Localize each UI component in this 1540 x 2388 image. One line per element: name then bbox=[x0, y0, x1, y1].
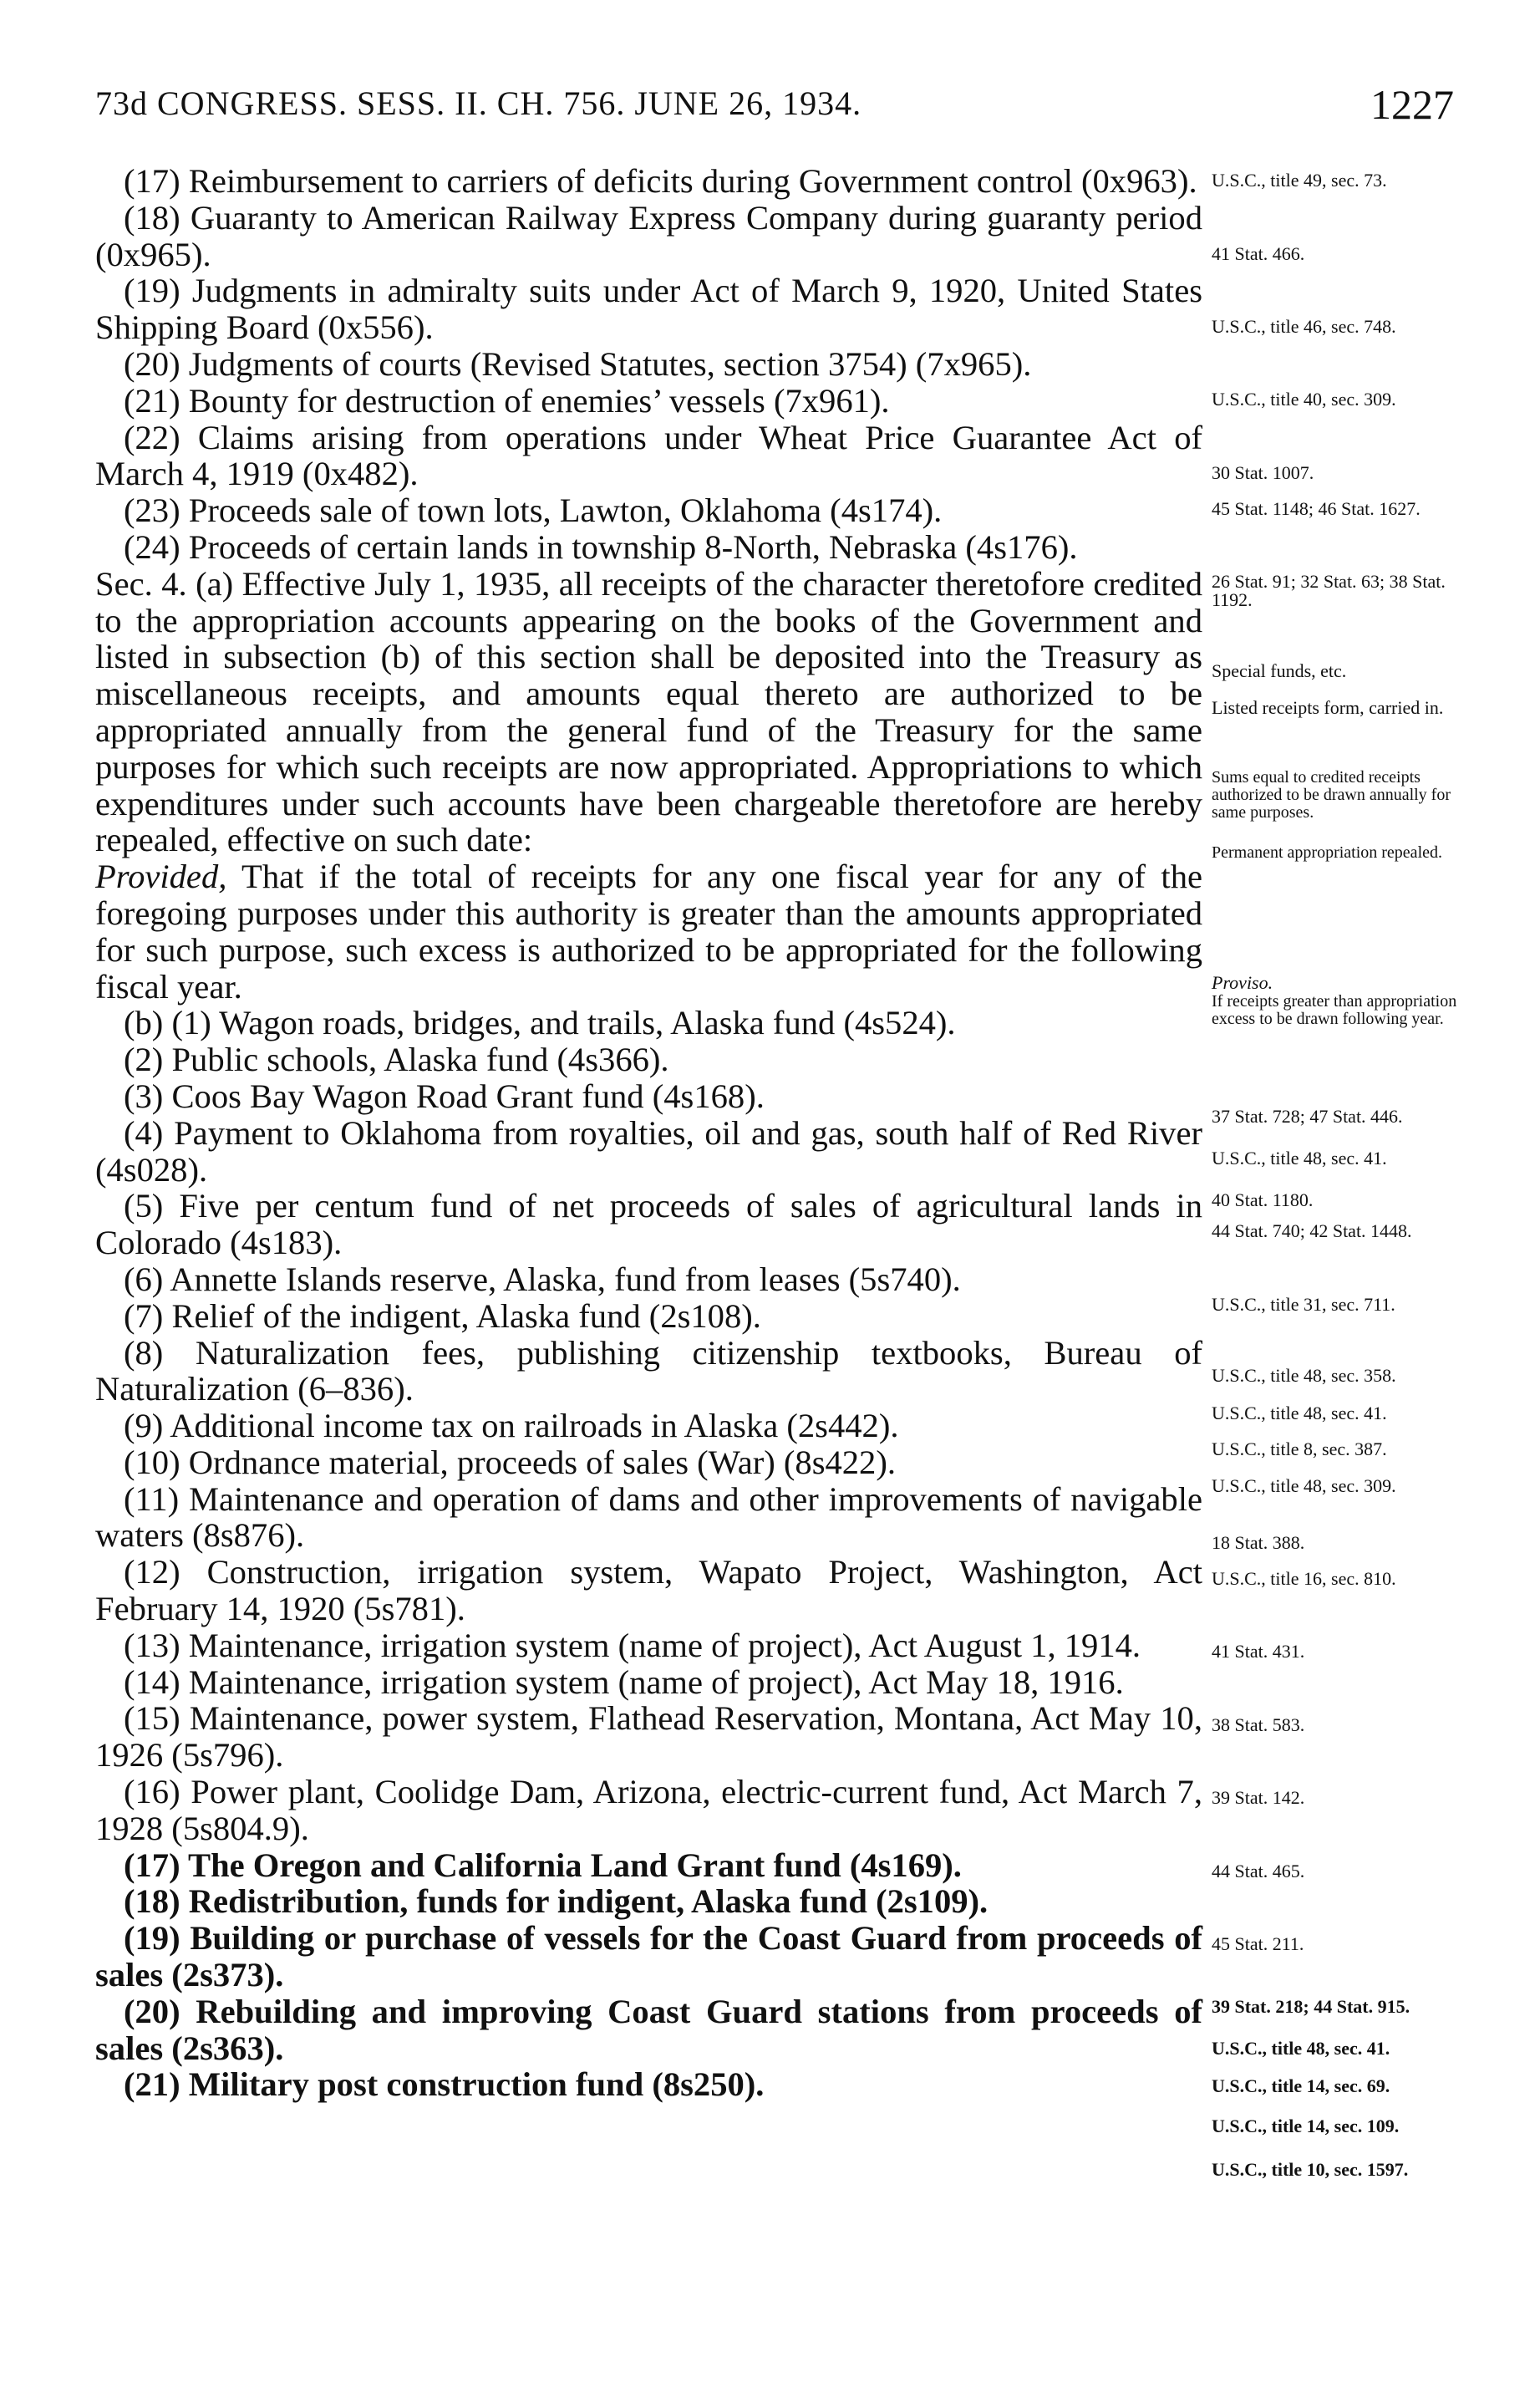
margin-note: U.S.C., title 46, sec. 748. bbox=[1212, 316, 1396, 337]
paragraph-24: (24) Proceeds of certain lands in township 8-North, Nebraska (4s176). bbox=[124, 527, 1078, 566]
list-item-b17: (17) The Oregon and California Land Grant fund (4s169). bbox=[124, 1846, 962, 1884]
list-item-b8: (8) Naturalization fees, publishing citizenship textbooks, Bureau of Naturalization (6–836). bbox=[95, 1333, 1202, 1408]
margin-note: U.S.C., title 14, sec. 109. bbox=[1212, 2116, 1400, 2136]
margin-note: U.S.C., title 10, sec. 1597. bbox=[1212, 2159, 1409, 2180]
paragraph-22: (22) Claims arising from operations under Wheat Price Guarantee Act of March 4, 1919 (0x482). bbox=[95, 418, 1202, 493]
margin-note: U.S.C., title 40, sec. 309. bbox=[1212, 389, 1396, 410]
margin-note: 37 Stat. 728; 47 Stat. 446. bbox=[1212, 1106, 1403, 1127]
margin-note: Listed receipts form, carried in. bbox=[1212, 697, 1444, 718]
margin-note: 45 Stat. 1148; 46 Stat. 1627. bbox=[1212, 498, 1421, 519]
margin-note: 38 Stat. 583. bbox=[1212, 1714, 1305, 1735]
margin-note: 44 Stat. 465. bbox=[1212, 1861, 1305, 1881]
margin-note: Sums equal to credited receipts authorized to be drawn annually for same purposes. bbox=[1212, 768, 1451, 822]
paragraph-21: (21) Bounty for destruction of enemies’ vessels (7x961). bbox=[124, 381, 890, 420]
margin-note: 44 Stat. 740; 42 Stat. 1448. bbox=[1212, 1220, 1412, 1241]
margin-note: 39 Stat. 142. bbox=[1212, 1787, 1305, 1808]
list-item-b21: (21) Military post construction fund (8s250). bbox=[124, 2065, 765, 2104]
list-item-b1: (b) (1) Wagon roads, bridges, and trails, Alaska fund (4s524). bbox=[124, 1004, 956, 1042]
margin-note: 39 Stat. 218; 44 Stat. 915. bbox=[1212, 1996, 1410, 2017]
margin-note: U.S.C., title 14, sec. 69. bbox=[1212, 2075, 1390, 2096]
list-item-b19: (19) Building or purchase of vessels for the Coast Guard from proceeds of sales (2s373). bbox=[95, 1919, 1202, 1994]
margin-note: U.S.C., title 48, sec. 41. bbox=[1212, 2038, 1390, 2059]
paragraph-19: (19) Judgments in admiralty suits under Act of March 9, 1920, United States Shipping Board (0x556). bbox=[95, 272, 1202, 347]
list-item-b7: (7) Relief of the indigent, Alaska fund (2s108). bbox=[124, 1296, 761, 1335]
list-item-b11: (11) Maintenance and operation of dams and other improvements of navigable waters (8s876). bbox=[95, 1479, 1202, 1555]
margin-note: U.S.C., title 48, sec. 309. bbox=[1212, 1475, 1396, 1496]
margin-note: Proviso. bbox=[1212, 972, 1273, 993]
list-item-b14: (14) Maintenance, irrigation system (name of project), Act May 18, 1916. bbox=[124, 1662, 1124, 1701]
margin-note: If receipts greater than appropriation excess to be drawn following year. bbox=[1212, 992, 1457, 1028]
paragraph-17: (17) Reimbursement to carriers of deficits during Government control (0x963). bbox=[124, 162, 1197, 200]
margin-note: U.S.C., title 16, sec. 810. bbox=[1212, 1568, 1396, 1589]
margin-note: Permanent appropriation repealed. bbox=[1212, 843, 1442, 862]
proviso-text: That if the total of receipts for any one fiscal year for any of the foregoing purposes under this authority is greater than the amounts appropriated for such purpose, such excess is authorized to be appropriated for the following fiscal year. bbox=[95, 858, 1202, 1006]
margin-note: 41 Stat. 466. bbox=[1212, 243, 1305, 264]
margin-note: 45 Stat. 211. bbox=[1212, 1933, 1304, 1954]
proviso-word: Provided, bbox=[95, 858, 227, 896]
list-item-b10: (10) Ordnance material, proceeds of sales (War) (8s422). bbox=[124, 1443, 897, 1481]
list-item-b5: (5) Five per centum fund of net proceeds of sales of agricultural lands in Colorado (4s183). bbox=[95, 1187, 1202, 1262]
list-item-b4: (4) Payment to Oklahoma from royalties, oil and gas, south half of Red River (4s028). bbox=[95, 1113, 1202, 1189]
list-item-b18: (18) Redistribution, funds for indigent, Alaska fund (2s109). bbox=[124, 1882, 989, 1921]
margin-note: 30 Stat. 1007. bbox=[1212, 462, 1314, 483]
list-item-b6: (6) Annette Islands reserve, Alaska, fund from leases (5s740). bbox=[124, 1260, 961, 1298]
paragraph-23: (23) Proceeds sale of town lots, Lawton, Oklahoma (4s174). bbox=[124, 491, 943, 530]
list-item-b16: (16) Power plant, Coolidge Dam, Arizona, electric-current fund, Act March 7, 1928 (5s804.9). bbox=[95, 1773, 1202, 1847]
page-header bbox=[95, 81, 1454, 134]
proviso-paragraph bbox=[95, 858, 1202, 1005]
margin-note: Special funds, etc. bbox=[1212, 660, 1347, 681]
margin-note: U.S.C., title 49, sec. 73. bbox=[1212, 170, 1387, 191]
margin-note: 26 Stat. 91; 32 Stat. 63; 38 Stat. 1192. bbox=[1212, 571, 1446, 610]
margin-note: 41 Stat. 431. bbox=[1212, 1641, 1305, 1662]
list-item-b12: (12) Construction, irrigation system, Wapato Project, Washington, Act February 14, 1920 (5s781). bbox=[95, 1553, 1202, 1628]
list-item-b15: (15) Maintenance, power system, Flathead Reservation, Montana, Act May 10, 1926 (5s796). bbox=[95, 1699, 1202, 1774]
margin-note: U.S.C., title 48, sec. 358. bbox=[1212, 1365, 1396, 1386]
margin-note: 18 Stat. 388. bbox=[1212, 1532, 1305, 1553]
margin-note: U.S.C., title 48, sec. 41. bbox=[1212, 1148, 1387, 1169]
list-item-b3: (3) Coos Bay Wagon Road Grant fund (4s168). bbox=[124, 1077, 765, 1115]
section-4a: Sec. 4. (a) Effective July 1, 1935, all receipts of the character theretofore credited to the appropriation accounts appearing on the books of the Government and listed in subsection (b) of this section shall be deposited into the Treasury as miscellaneous receipts, and amounts equal thereto are authorized to be appropriated annually from the general fund of the Treasury for the same purposes for which such receipts are now appropriated. Appropriations to which expenditures under such accounts have been chargeable theretofore are hereby repealed, effective on such date: bbox=[95, 564, 1202, 859]
list-item-b2: (2) Public schools, Alaska fund (4s366). bbox=[124, 1041, 669, 1079]
paragraph-20: (20) Judgments of courts (Revised Statutes, section 3754) (7x965). bbox=[124, 344, 1032, 383]
margin-note: U.S.C., title 48, sec. 41. bbox=[1212, 1403, 1387, 1423]
list-item-b13: (13) Maintenance, irrigation system (name of project), Act August 1, 1914. bbox=[124, 1626, 1141, 1664]
margin-note: 40 Stat. 1180. bbox=[1212, 1189, 1314, 1210]
running-head: 73d CONGRESS. SESS. II. CH. 756. JUNE 26, 1934. bbox=[95, 84, 862, 122]
margin-note: U.S.C., title 8, sec. 387. bbox=[1212, 1438, 1387, 1459]
page-number: 1227 bbox=[1370, 81, 1454, 128]
paragraph-18: (18) Guaranty to American Railway Express Company during guaranty period (0x965). bbox=[95, 198, 1202, 273]
list-item-b20: (20) Rebuilding and improving Coast Guard stations from proceeds of sales (2s363). bbox=[95, 1992, 1202, 2067]
margin-note: U.S.C., title 31, sec. 711. bbox=[1212, 1294, 1395, 1315]
list-item-b9: (9) Additional income tax on railroads in Alaska (2s442). bbox=[124, 1407, 899, 1445]
statute-body bbox=[95, 163, 1202, 2103]
